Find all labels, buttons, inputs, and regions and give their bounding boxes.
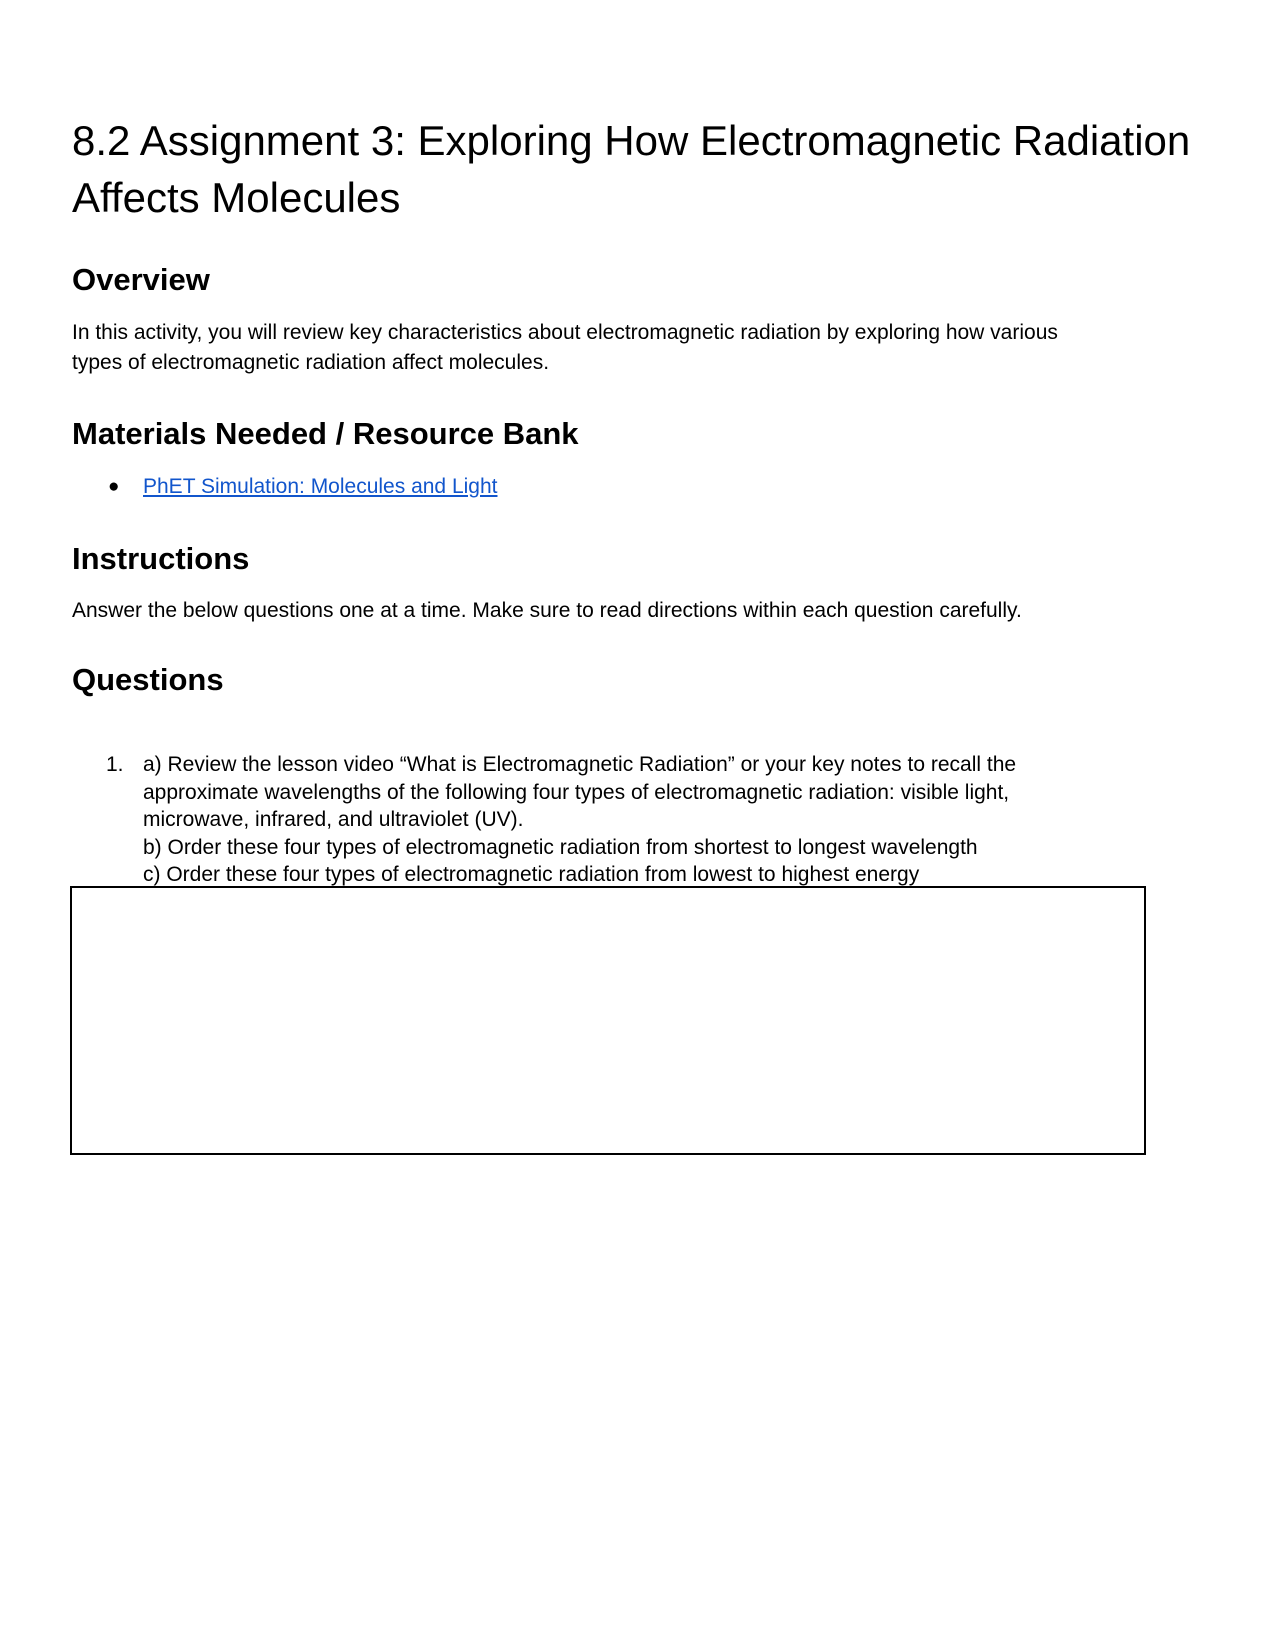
materials-heading: Materials Needed / Resource Bank xyxy=(72,416,579,451)
document-title-line-2: Affects Molecules xyxy=(72,174,401,221)
document-title-line-1: 8.2 Assignment 3: Exploring How Electromagnetic Radiation xyxy=(72,117,1191,164)
overview-text-line-1: In this activity, you will review key characteristics about electromagnetic radiation by exploring how various xyxy=(72,321,1058,344)
overview-text-line-2: types of electromagnetic radiation affect molecules. xyxy=(72,351,550,374)
question-1-prompt xyxy=(143,751,1143,889)
document-title xyxy=(72,112,1212,226)
question-1-line-a-cont-1: approximate wavelengths of the following four types of electromagnetic radiation: visible light, xyxy=(143,780,1010,804)
overview-text xyxy=(72,318,1172,378)
instructions-heading: Instructions xyxy=(72,541,250,576)
question-1-answer-box[interactable] xyxy=(70,886,1146,1155)
bullet-icon: ● xyxy=(108,476,120,497)
instructions-text: Answer the below questions one at a time. Make sure to read directions within each question carefully. xyxy=(72,599,1022,622)
question-1-line-c: c) Order these four types of electromagnetic radiation from lowest to highest energy xyxy=(143,863,920,886)
overview-heading: Overview xyxy=(72,262,210,297)
question-number: 1. xyxy=(106,753,124,776)
questions-heading: Questions xyxy=(72,662,224,697)
question-1-line-a: a) Review the lesson video “What is Electromagnetic Radiation” or your key notes to recall the xyxy=(143,753,1017,776)
question-1-line-a-cont-2: microwave, infrared, and ultraviolet (UV). xyxy=(143,808,524,831)
question-1-line-b: b) Order these four types of electromagnetic radiation from shortest to longest wavelength xyxy=(143,835,978,859)
phet-simulation-link[interactable]: PhET Simulation: Molecules and Light xyxy=(143,475,498,498)
